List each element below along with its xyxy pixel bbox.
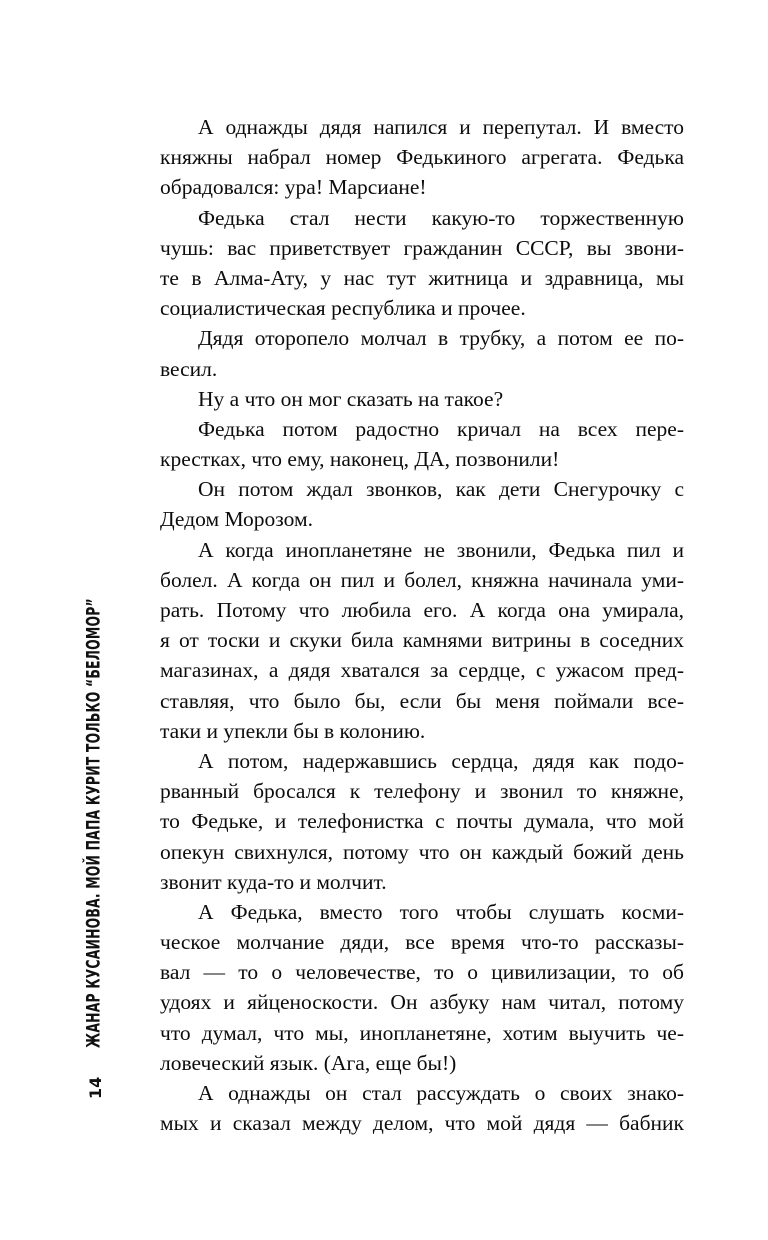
text-line: княжны набрал номер Федькиного агрегата. Федька bbox=[160, 145, 684, 170]
text-line: весил. bbox=[160, 356, 218, 381]
text-line: социалистическая республика и прочее. bbox=[160, 296, 526, 321]
text-line: крестках, что ему, наконец, ДА, позвонили! bbox=[160, 447, 560, 472]
text-line: ловеческий язык. (Ага, еще бы!) bbox=[160, 1050, 457, 1075]
text-line: ческое молчание дяди, все время что-то рассказы- bbox=[160, 930, 684, 955]
running-header bbox=[81, 556, 105, 1048]
text-line: А однажды он стал рассуждать о своих знако- bbox=[198, 1081, 684, 1105]
text-line: чушь: вас приветствует гражданин СССР, вы звони- bbox=[160, 235, 684, 260]
text-line: вал — то о человечестве, то о цивилизации, то об bbox=[160, 960, 684, 985]
text-line: те в Алма-Ату, у нас тут житница и здравница, мы bbox=[160, 265, 684, 290]
text-line: рванный бросался к телефону и звонил то княжне, bbox=[160, 779, 684, 804]
text-line: магазинах, а дядя хватался за сердце, с ужасом пред- bbox=[160, 658, 684, 683]
text-line: болел. А когда он пил и болел, княжна начинала уми- bbox=[160, 567, 684, 592]
text-line: рать. Потому что любила его. А когда она умирала, bbox=[160, 598, 684, 622]
text-line: Дедом Морозом. bbox=[160, 507, 313, 532]
body-text bbox=[160, 112, 684, 1138]
text-line: Дядя оторопело молчал в трубку, а потом ее по- bbox=[198, 326, 684, 351]
text-line: звонит куда-то и молчит. bbox=[160, 869, 387, 894]
text-line: Федька потом радостно кричал на всех пере- bbox=[198, 416, 684, 441]
text-line: удоях и яйценоскости. Он азбуку нам читал, потому bbox=[160, 990, 684, 1015]
page-number: 14 bbox=[86, 1076, 105, 1099]
text-line: что думал, что мы, инопланетяне, хотим выучить че- bbox=[160, 1020, 684, 1045]
text-line: Ну а что он мог сказать на такое? bbox=[198, 386, 504, 411]
text-line: обрадовался: ура! Марсиане! bbox=[160, 175, 427, 200]
text-line: я от тоски и скуки била камнями витрины в соседних bbox=[160, 628, 684, 653]
text-line: А однажды дядя напился и перепутал. И вместо bbox=[198, 115, 684, 139]
text-line: А когда инопланетяне не звонили, Федька пил и bbox=[198, 537, 684, 562]
text-line: ставляя, что было бы, если бы меня поймали все- bbox=[160, 688, 684, 713]
text-line: Он потом ждал звонков, как дети Снегурочку с bbox=[198, 477, 684, 502]
text-line: таки и упекли бы в колонию. bbox=[160, 718, 426, 743]
text-line: то Федьке, и телефонистка с почты думала, что мой bbox=[160, 809, 684, 834]
text-line: Федька стал нести какую-то торжественную bbox=[198, 205, 684, 230]
text-line: А потом, надержавшись сердца, дядя как подо- bbox=[198, 748, 684, 773]
text-line: А Федька, вместо того чтобы слушать косми- bbox=[198, 899, 684, 924]
running-header-text: ЖАНАР КУСАИНОВА. МОЙ ПАПА КУРИТ ТОЛЬКО “БЕЛОМОР” bbox=[81, 598, 105, 1048]
text-line: мых и сказал между делом, что мой дядя — бабник bbox=[160, 1111, 684, 1136]
text-line: опекун свихнулся, потому что он каждый божий день bbox=[160, 839, 684, 864]
